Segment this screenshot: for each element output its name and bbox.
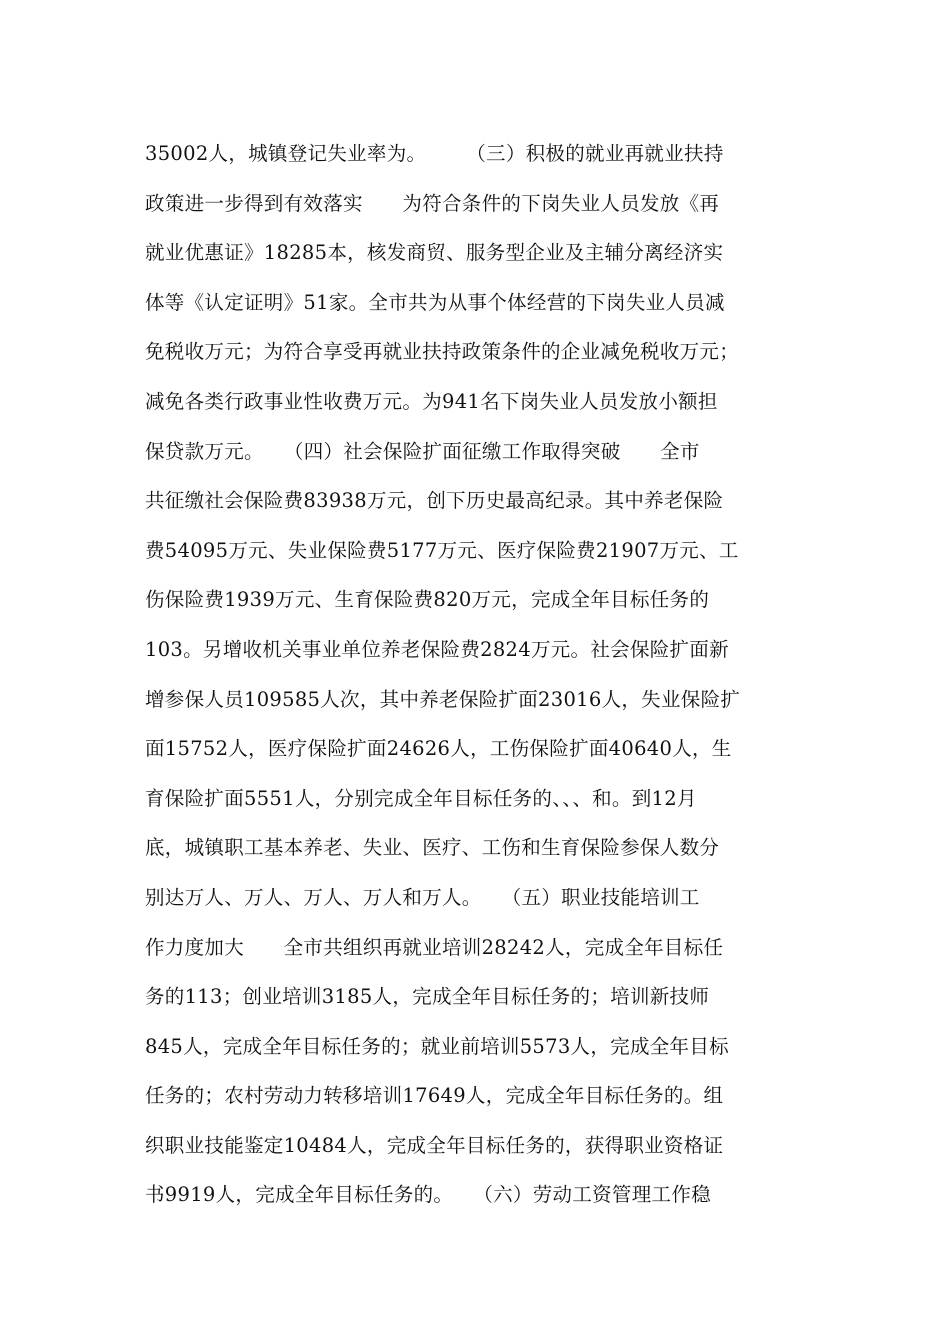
text-line: 减免各类行政事业性收费万元。为941名下岗失业人员发放小额担	[145, 389, 718, 413]
text-line: 别达万人、万人、万人、万人和万人。 （五）职业技能培训工	[145, 885, 700, 909]
text-line: 保贷款万元。 （四）社会保险扩面征缴工作取得突破 全市	[145, 439, 700, 463]
text-line: 书9919人，完成全年目标任务的。 （六）劳动工资管理工作稳	[145, 1183, 711, 1207]
text-line: 伤保险费1939万元、生育保险费820万元，完成全年目标任务的	[145, 588, 710, 612]
text-line: 增参保人员109585人次，其中养老保险扩面23016人，失业保险扩	[145, 687, 741, 711]
text-line: 费54095万元、失业保险费5177万元、医疗保险费21907万元、工	[145, 538, 739, 562]
text-line: 作力度加大 全市共组织再就业培训28242人，完成全年目标任	[145, 935, 724, 959]
text-line: 35002人，城镇登记失业率为。 （三）积极的就业再就业扶持	[145, 142, 724, 165]
text-line: 共征缴社会保险费83938万元，创下历史最高纪录。其中养老保险	[145, 489, 724, 513]
body-text	[145, 129, 815, 1220]
text-line: 务的113；创业培训3185人，完成全年目标任务的；培训新技师	[145, 985, 710, 1009]
text-line: 面15752人，医疗保险扩面24626人，工伤保险扩面40640人，生	[145, 737, 732, 761]
text-line: 底，城镇职工基本养老、失业、医疗、工伤和生育保险参保人数分	[145, 836, 720, 860]
text-line: 845人，完成全年目标任务的；就业前培训5573人，完成全年目标	[145, 1034, 729, 1058]
text-line: 织职业技能鉴定10484人，完成全年目标任务的，获得职业资格证	[145, 1133, 724, 1157]
text-line: 免税收万元；为符合享受再就业扶持政策条件的企业减免税收万元；	[145, 340, 740, 364]
text-line: 育保险扩面5551人，分别完成全年目标任务的、、、和。到12月	[145, 786, 697, 810]
text-line: 就业优惠证》18285本，核发商贸、服务型企业及主辅分离经济实	[145, 241, 724, 265]
text-line: 103。另增收机关事业单位养老保险费2824万元。社会保险扩面新	[145, 637, 729, 661]
text-line: 政策进一步得到有效落实 为符合条件的下岗失业人员发放《再	[145, 191, 720, 215]
text-line: 任务的；农村劳动力转移培训17649人，完成全年目标任务的。组	[145, 1084, 724, 1108]
text-line: 体等《认定证明》51家。全市共为从事个体经营的下岗失业人员减	[145, 290, 725, 314]
